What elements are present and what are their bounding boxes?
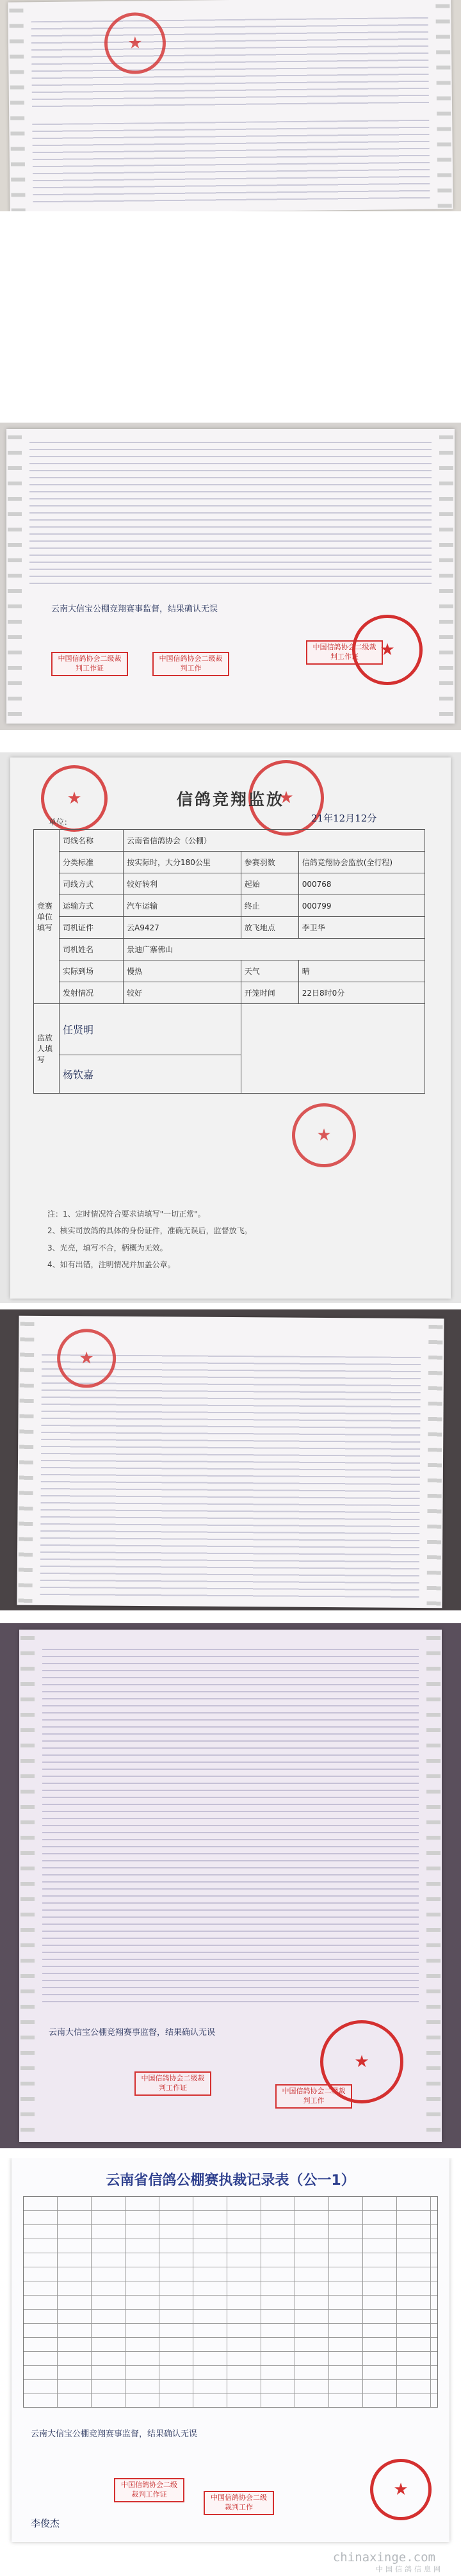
tractor-holes-right (439, 429, 453, 724)
tractor-holes-left (20, 1630, 35, 2142)
row-value: 按实际时，大分180公里 (124, 852, 241, 873)
row-value: 000799 (298, 895, 425, 917)
record-grid (23, 2196, 438, 2408)
result-sheet-panel-1 (0, 0, 461, 211)
result-sheet-paper (17, 1316, 444, 1608)
result-sheet-paper (6, 429, 455, 724)
row-value: 云南省信鸽协会（公棚） (124, 830, 425, 852)
supervision-form-panel (0, 752, 461, 1303)
supervision-table (33, 829, 425, 1094)
printed-rows (32, 120, 430, 207)
printed-rows (42, 1649, 419, 2007)
judge-stamp-1: 中国信鸽协会二级裁判工作证 (114, 2478, 184, 2502)
section-label: 竞赛单位填写 (34, 830, 60, 1004)
row-label: 司线方式 (60, 873, 124, 895)
row-value: 慢热 (124, 960, 241, 982)
result-sheet-paper (8, 0, 453, 211)
signature-2: 杨钦嘉 (63, 1069, 94, 1081)
note-line: 4、如有出错，注明情况并加盖公章。 (47, 1260, 175, 1270)
tractor-holes-right (435, 0, 451, 209)
printed-rows (40, 1354, 421, 1600)
row-label: 发射情况 (60, 982, 124, 1004)
row-value: 景迪广寨佛山 (124, 939, 425, 960)
judge-stamp-1: 中国信鸽协会二级裁判工作证 (134, 2071, 211, 2096)
site-watermark: chinaxinge.com (332, 2550, 435, 2564)
result-sheet-paper (19, 1630, 442, 2142)
row-value: 李卫华 (298, 917, 425, 939)
result-sheet-panel-5 (0, 1623, 461, 2148)
result-sheet-panel-4 (0, 1309, 461, 1610)
row-label: 开笼时间 (241, 982, 298, 1004)
row-label: 放飞地点 (241, 917, 298, 939)
judge-stamp-2: 中国信鸽协会二级裁判工作 (204, 2491, 274, 2515)
row-label: 参赛羽数 (241, 852, 298, 873)
tractor-holes-right (426, 1318, 442, 1608)
footer-watermark (0, 2549, 461, 2576)
row-value: 汽车运输 (124, 895, 241, 917)
section-label: 监放人填写 (34, 1004, 60, 1094)
judge-stamp-2: 中国信鸽协会二级裁判工作 (152, 652, 229, 676)
supervision-form-paper (10, 757, 451, 1299)
tractor-holes-right (426, 1630, 441, 2142)
red-seal-stamp (352, 615, 423, 685)
row-label: 司机证件 (60, 917, 124, 939)
row-label: 司机姓名 (60, 939, 124, 960)
judge-stamp-1: 中国信鸽协会二级裁判工作证 (51, 652, 128, 676)
red-seal-stamp (104, 12, 166, 74)
note-line: 注：1、定时情况符合要求请填写"一切正常"。 (47, 1210, 206, 1219)
result-sheet-panel-2 (0, 423, 461, 730)
row-value: 较好 (124, 982, 241, 1004)
red-seal-stamp (292, 1103, 356, 1167)
handwritten-note: 云南大信宝公棚竞翔赛事监督，结果确认无误 (49, 2028, 216, 2037)
row-label: 天气 (241, 960, 298, 982)
row-value: 云A9427 (124, 917, 241, 939)
record-table-panel (0, 2158, 461, 2576)
record-title: 云南省信鸽公棚赛执裁记录表（公一1） (106, 2173, 355, 2189)
handwritten-note: 云南大信宝公棚竞翔赛事监督，结果确认无误 (31, 2429, 198, 2439)
red-seal-stamp (57, 1329, 117, 1388)
row-label: 分类标准 (60, 852, 124, 873)
printed-rows (29, 442, 432, 589)
row-label: 起始 (241, 873, 298, 895)
signature-cell (60, 1055, 241, 1094)
row-value: 信鸽竞翔协会监放(全行程) (298, 852, 425, 873)
judge-stamp-3: 中国信鸽协会二级裁判工作证 (306, 640, 383, 665)
handwritten-note: 云南大信宝公棚竞翔赛事监督，结果确认无误 (51, 604, 218, 614)
row-label: 司线名称 (60, 830, 124, 852)
form-notes (47, 1206, 252, 1274)
note-line: 2、核实司放鸽的具体的身份证件，准确无误后，监督放飞。 (47, 1226, 252, 1236)
signature-cell (60, 1004, 241, 1055)
row-value: 22日8时0分 (298, 982, 425, 1004)
row-label: 实际到场 (60, 960, 124, 982)
tractor-holes-left (9, 2, 25, 211)
form-unit-label: 单位： (49, 818, 72, 827)
signature-1: 任贤明 (63, 1024, 94, 1036)
row-value: 000768 (298, 873, 425, 895)
row-value: 晴 (298, 960, 425, 982)
tractor-holes-left (8, 429, 22, 724)
record-signature: 李俊杰 (31, 2518, 60, 2529)
note-line: 3、光亮，填写不合，柄概为无效。 (47, 1243, 168, 1252)
signature-cell-right (241, 1004, 425, 1094)
form-title: 信鸽竞翔监放 (176, 790, 284, 809)
site-watermark-cn: 中国信鸽信息网 (376, 2565, 443, 2573)
row-label: 终止 (241, 895, 298, 917)
printed-rows (31, 17, 429, 111)
row-label: 运输方式 (60, 895, 124, 917)
tractor-holes-left (18, 1316, 34, 1605)
handwritten-date: 21年12月12分 (311, 813, 377, 824)
record-paper (12, 2158, 449, 2542)
red-seal-stamp (370, 2459, 432, 2520)
red-seal-stamp (320, 2020, 403, 2103)
judge-stamp-2: 中国信鸽协会二级裁判工作 (275, 2084, 352, 2109)
row-value: 较好转利 (124, 873, 241, 895)
